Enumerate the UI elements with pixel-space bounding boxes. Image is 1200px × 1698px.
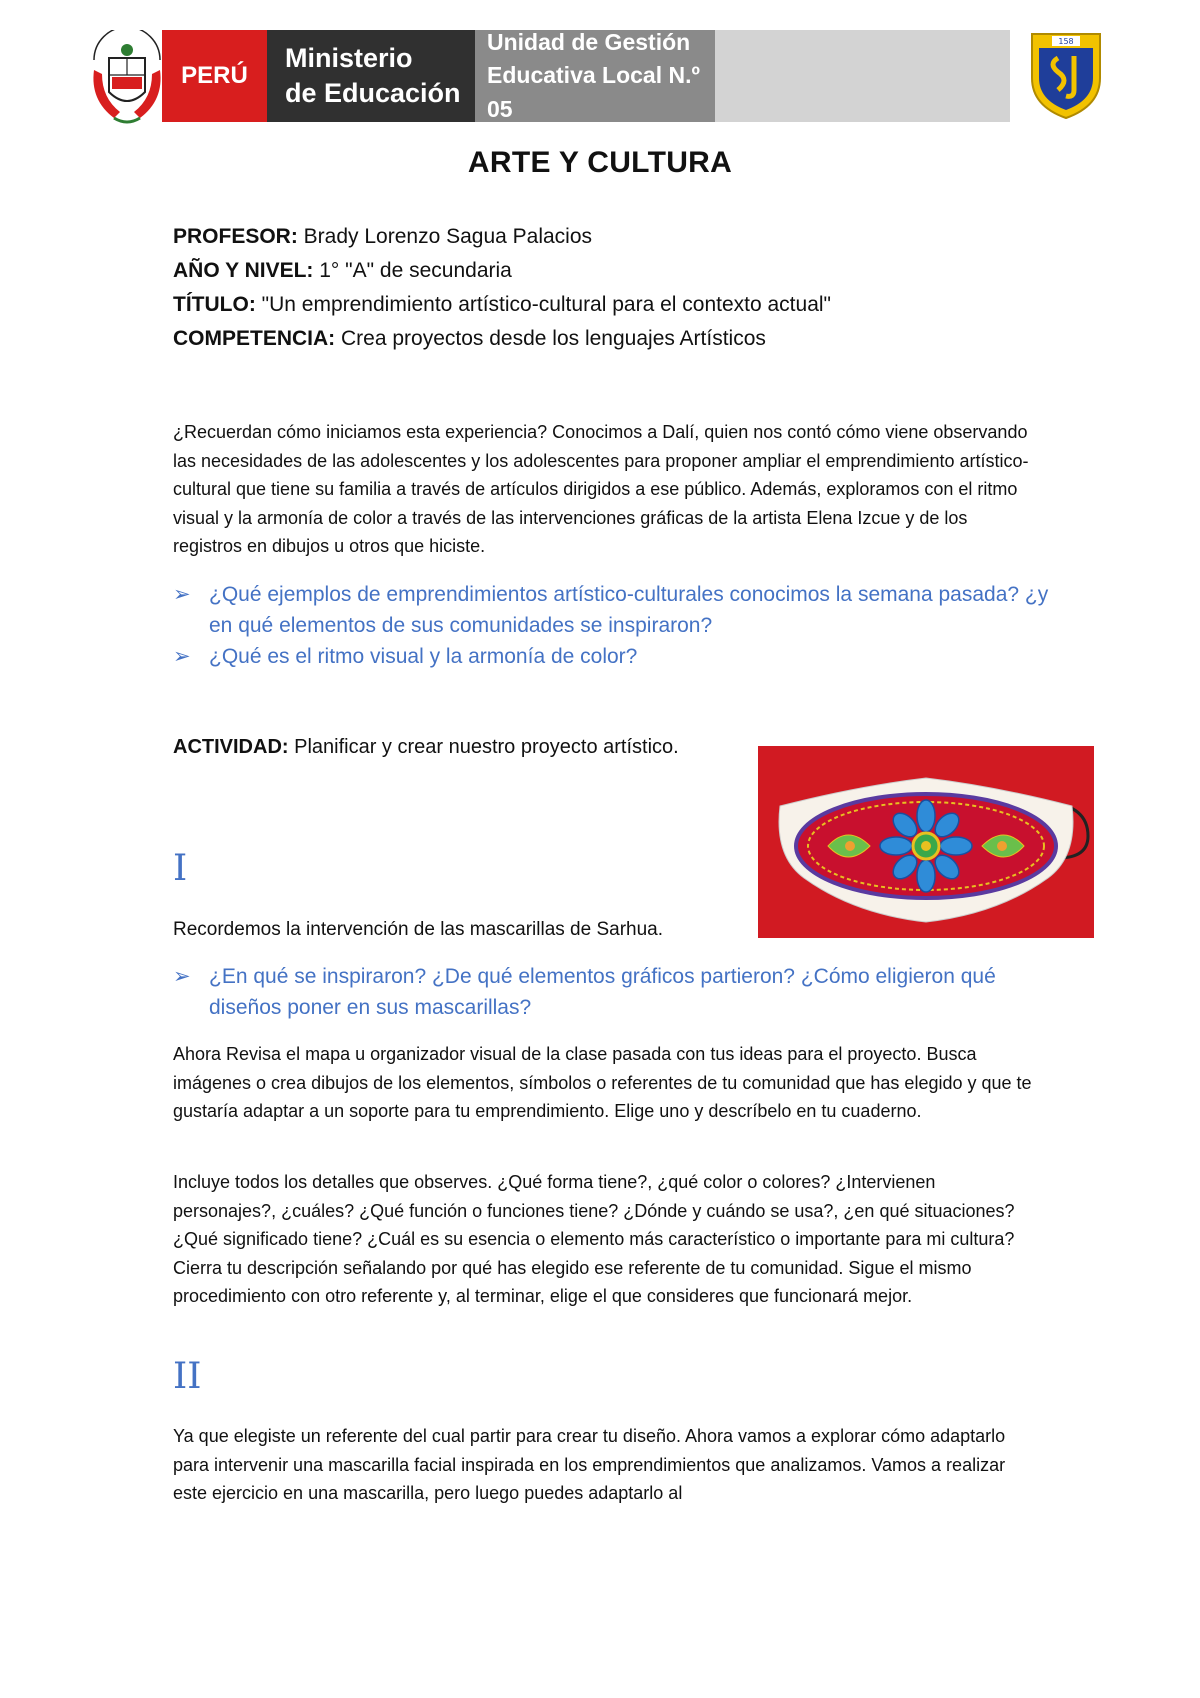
ugel-line-1: Unidad de Gestión	[487, 28, 691, 55]
profesor-label: PROFESOR:	[173, 225, 298, 248]
revisa-paragraph: Ahora Revisa el mapa u organizador visual de la clase pasada con tus ideas para el proyecto. Busca imágenes o crea dibujos de los elementos, símbolos o referentes de tu comunidad que has elegido y que te gustaría adaptar a un soporte para tu emprendimiento. Elige uno y descríbelo en tu cuaderno.	[173, 1044, 1032, 1122]
sarhua-mask-photo	[758, 746, 1094, 938]
activity-line	[173, 736, 679, 759]
activity-label: ACTIVIDAD:	[173, 736, 289, 758]
profesor-value: Brady Lorenzo Sagua Palacios	[297, 225, 593, 248]
competencia-label: COMPETENCIA:	[173, 327, 336, 350]
question-text: ¿En qué se inspiraron? ¿De qué elementos gráficos partieron? ¿Cómo eligieron qué diseños poner en sus mascarillas?	[209, 965, 996, 1019]
question-item	[173, 961, 1053, 1023]
school-shield-number: 158	[1058, 37, 1074, 46]
ministry-line-1: Ministerio	[285, 42, 413, 73]
arrow-bullet-icon: ➢	[173, 583, 191, 606]
header-grey-band	[715, 30, 1010, 122]
document-meta	[173, 220, 831, 356]
competencia-value: Crea proyectos desde los lenguajes Artísticos	[335, 327, 766, 350]
ugel-line-2: Educativa Local N.º 05	[487, 62, 700, 122]
nivel-line	[173, 254, 831, 288]
nivel-label: AÑO Y NIVEL:	[173, 259, 314, 282]
school-shield-logo	[1028, 28, 1104, 120]
section-numeral-2: II	[173, 1356, 202, 1397]
section-numeral-1: I	[173, 848, 188, 889]
question-text: ¿Qué ejemplos de emprendimientos artístico-culturales conocimos la semana pasada? ¿y en qué elementos de sus comunidades se inspiraron?	[209, 583, 1049, 637]
question-item	[173, 579, 1053, 641]
titulo-value: "Un emprendimiento artístico-cultural para el contexto actual"	[255, 293, 831, 316]
ministry-line-2: de Educación	[285, 78, 461, 108]
peru-coat-of-arms-logo	[84, 30, 170, 130]
recall-sentence: Recordemos la intervención de las mascarillas de Sarhua.	[173, 919, 664, 940]
intro-paragraph: ¿Recuerdan cómo iniciamos esta experiencia? Conocimos a Dalí, quien nos contó cómo viene observando las necesidades de las adolescentes y los adolescentes para proponer ampliar el emprendimiento artístico-cultural que tiene su familia a través de artículos dirigidos a ese público. Además, exploramos con el ritmo visual y la armonía de color a través de las intervenciones gráficas de la artista Elena Izcue y de los registros en dibujos u otros que hiciste.	[173, 422, 1029, 557]
question-text: ¿Qué es el ritmo visual y la armonía de color?	[209, 645, 638, 668]
ministry-band	[267, 30, 475, 122]
profesor-line	[173, 220, 831, 254]
competencia-line	[173, 322, 831, 356]
nivel-value: 1° "A" de secundaria	[313, 259, 512, 282]
document-header	[0, 0, 1200, 140]
titulo-line	[173, 288, 831, 322]
activity-value: Planificar y crear nuestro proyecto artístico.	[288, 736, 679, 758]
question-item	[173, 641, 1053, 672]
section2-paragraph: Ya que elegiste un referente del cual partir para crear tu diseño. Ahora vamos a explorar cómo adaptarlo para intervenir una mascarilla facial inspirada en los emprendimientos que analizamos. Vamos a realizar este ejercicio en una mascarilla, pero luego puedes adaptarlo al	[173, 1426, 1006, 1504]
peru-label: PERÚ	[181, 62, 248, 89]
titulo-label: TÍTULO:	[173, 293, 256, 316]
ugel-band	[475, 30, 715, 122]
arrow-bullet-icon: ➢	[173, 645, 191, 668]
page-title: ARTE Y CULTURA	[467, 146, 733, 179]
arrow-bullet-icon: ➢	[173, 965, 191, 988]
peru-band	[162, 30, 267, 122]
incluye-paragraph: Incluye todos los detalles que observes. ¿Qué forma tiene?, ¿qué color o colores? ¿Intervienen personajes?, ¿cuáles? ¿Qué función o funciones tiene? ¿Dónde y cuándo se usa?, ¿en qué situaciones? ¿Qué significado tiene? ¿Cuál es su esencia o elemento más característico o importante para mi cultura? Cierra tu descripción señalando por qué has elegido ese referente de tu comunidad. Sigue el mismo procedimiento con otro referente y, al terminar, elige el que consideres que funcionará mejor.	[173, 1172, 1015, 1307]
